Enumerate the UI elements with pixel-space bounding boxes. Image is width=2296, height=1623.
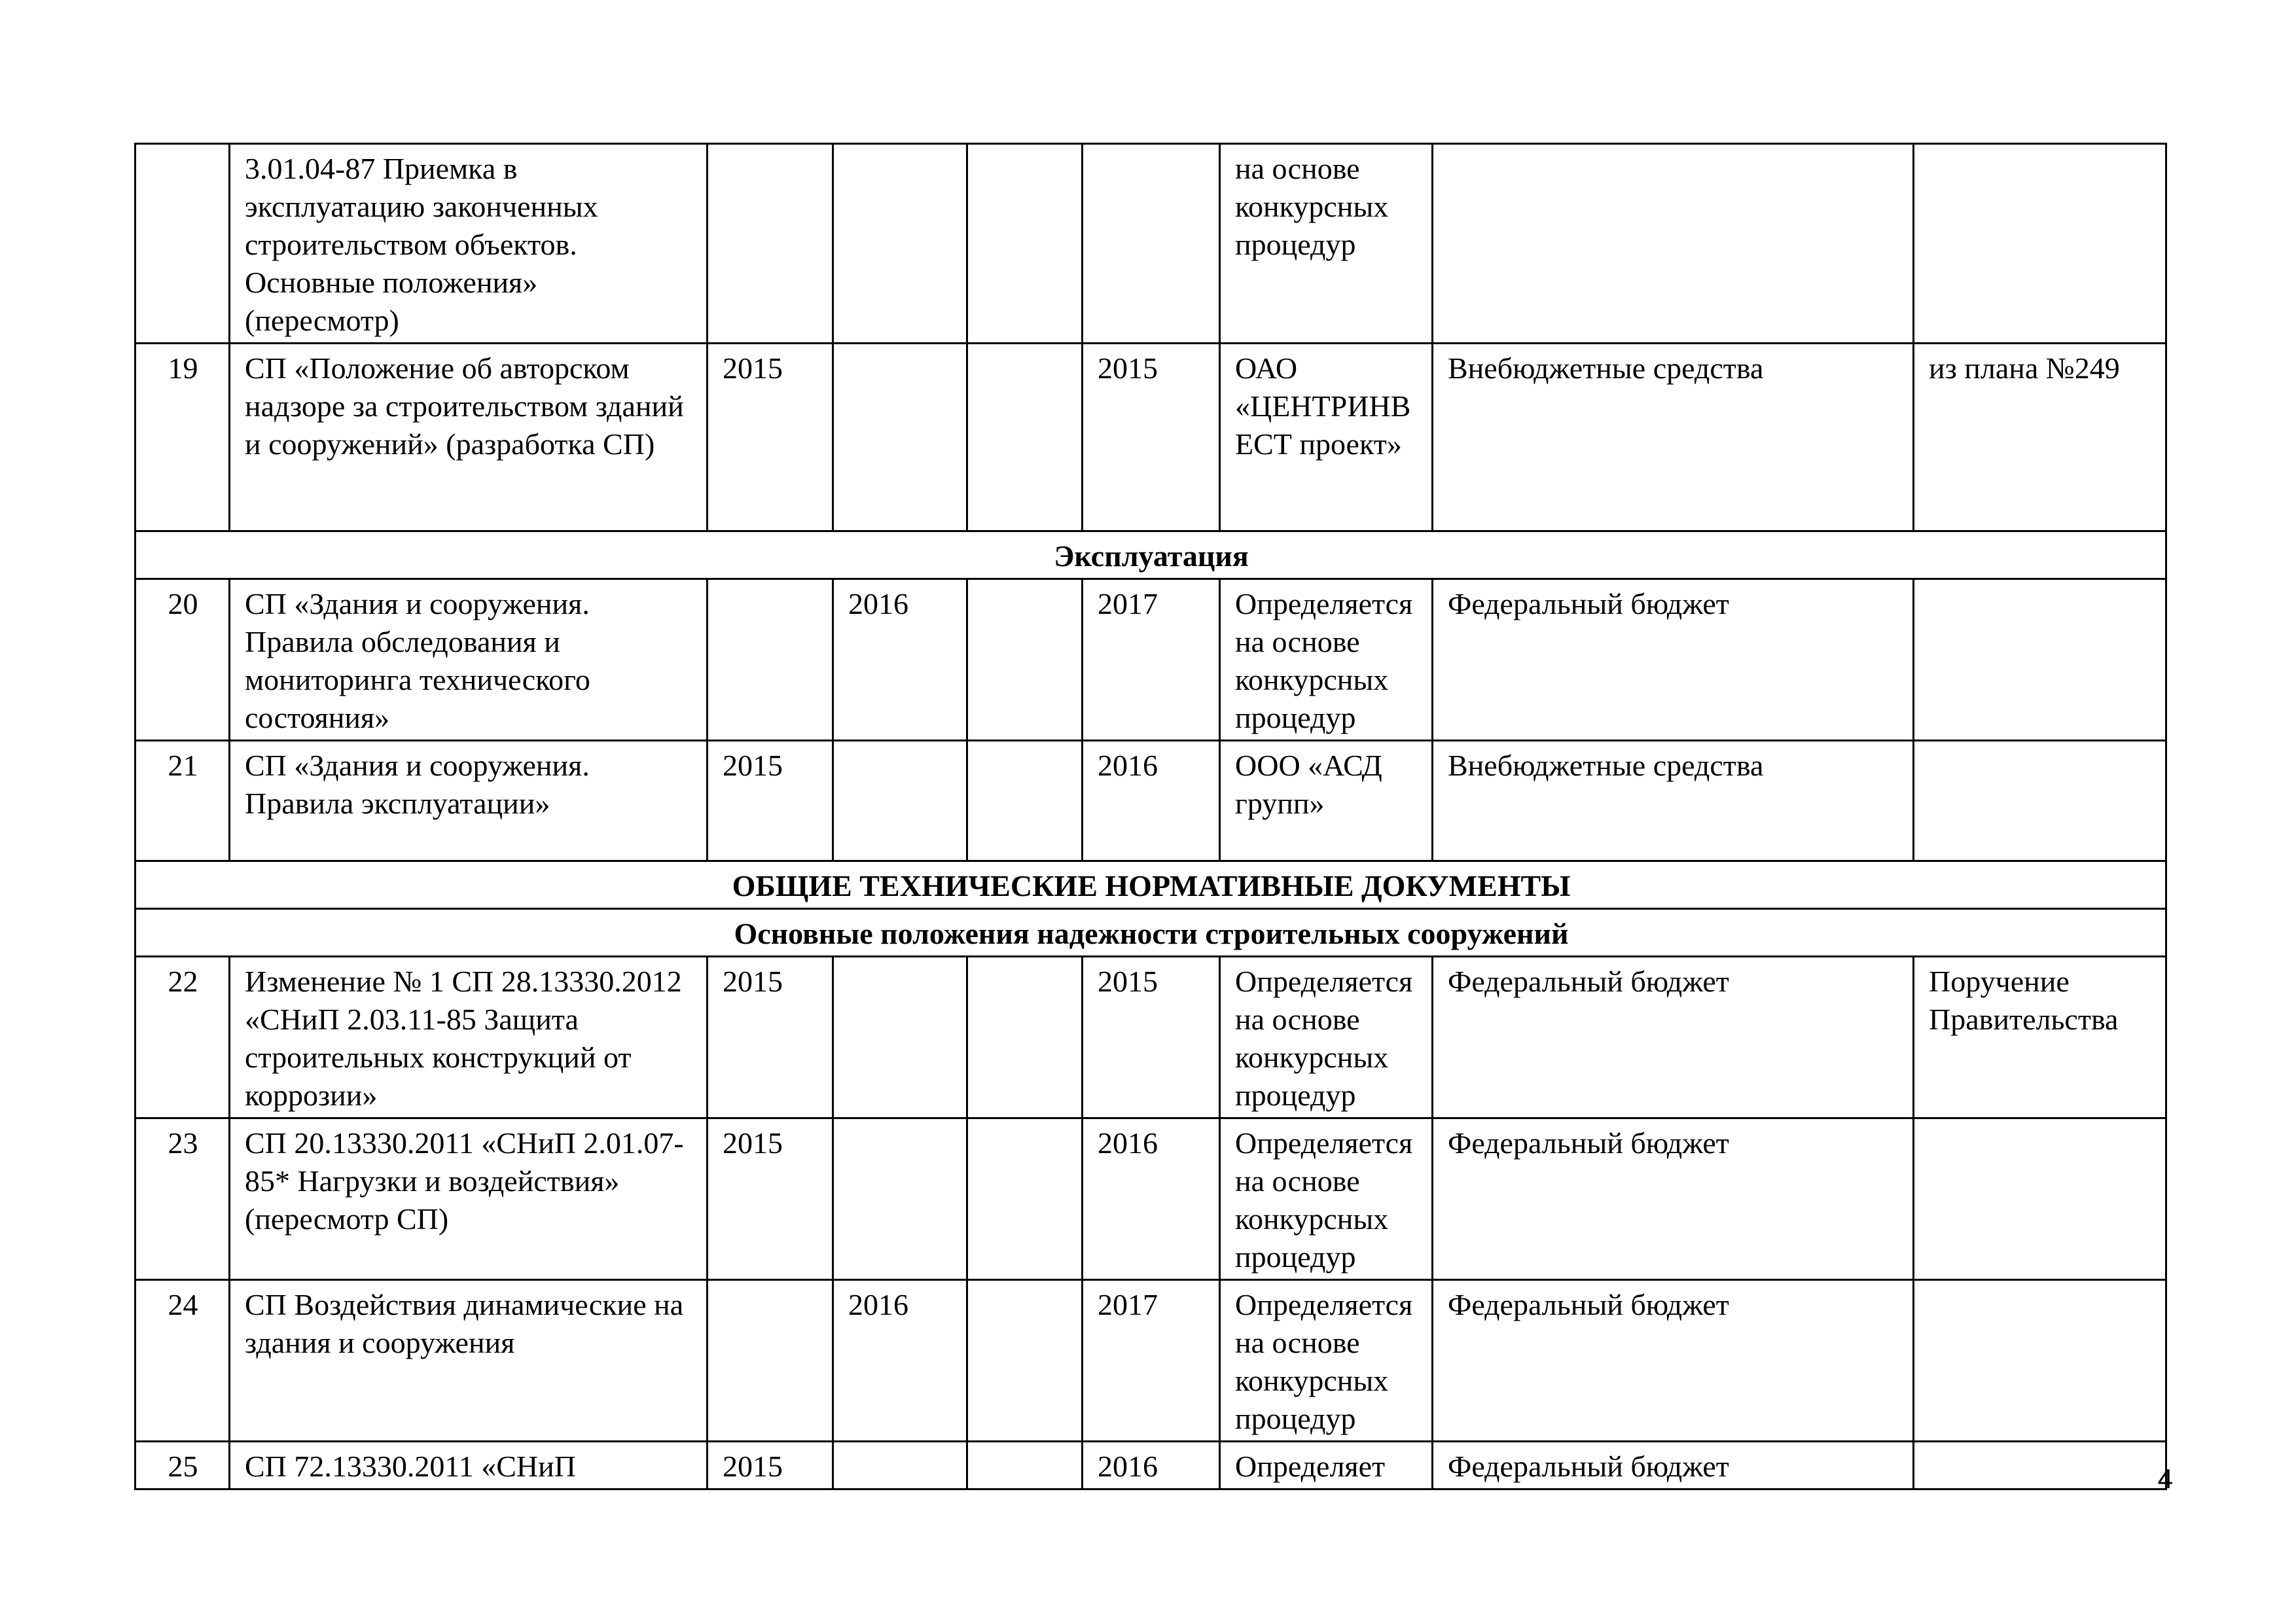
document-title-cell: СП 72.13330.2011 «СНиП bbox=[230, 1442, 708, 1489]
year-cell bbox=[967, 1118, 1083, 1280]
table-row bbox=[135, 957, 2166, 1118]
row-number-cell: 20 bbox=[135, 579, 230, 741]
year-end-cell: 2017 bbox=[1083, 1280, 1220, 1442]
year-end-cell: 2016 bbox=[1083, 741, 1220, 861]
subsection-heading: Основные положения надежности строительных сооружений bbox=[135, 909, 2166, 957]
developer-cell: Определяется на основе конкурсных процедур bbox=[1220, 1118, 1433, 1280]
note-cell bbox=[1914, 579, 2166, 741]
document-title-cell: СП «Здания и сооружения. Правила эксплуатации» bbox=[230, 741, 708, 861]
year-cell bbox=[833, 1442, 967, 1489]
note-cell bbox=[1914, 1442, 2166, 1489]
year-cell bbox=[967, 344, 1083, 531]
section-row bbox=[135, 861, 2166, 909]
year-cell: 2015 bbox=[708, 741, 833, 861]
year-cell bbox=[833, 741, 967, 861]
row-number-cell: 23 bbox=[135, 1118, 230, 1280]
table-row bbox=[135, 344, 2166, 531]
standards-plan-table bbox=[134, 143, 2167, 1490]
section-heading: Эксплуатация bbox=[135, 531, 2166, 579]
funding-cell: Внебюджетные средства bbox=[1433, 344, 1914, 531]
developer-cell: ОАО «ЦЕНТРИНВ ЕСТ проект» bbox=[1220, 344, 1433, 531]
table-row bbox=[135, 1280, 2166, 1442]
note-cell: из плана №249 bbox=[1914, 344, 2166, 531]
page-number: 4 bbox=[2157, 1463, 2173, 1494]
year-cell bbox=[708, 1280, 833, 1442]
table-row bbox=[135, 1442, 2166, 1489]
funding-cell: Федеральный бюджет bbox=[1433, 1118, 1914, 1280]
year-cell bbox=[967, 957, 1083, 1118]
note-cell bbox=[1914, 741, 2166, 861]
year-end-cell: 2017 bbox=[1083, 579, 1220, 741]
year-cell bbox=[833, 144, 967, 344]
year-cell bbox=[967, 579, 1083, 741]
document-title-cell: Изменение № 1 СП 28.13330.2012 «СНиП 2.03.11-85 Защита строительных конструкций от коррозии» bbox=[230, 957, 708, 1118]
document-title-cell: СП «Положение об авторском надзоре за строительством зданий и сооружений» (разработка СП) bbox=[230, 344, 708, 531]
table-row bbox=[135, 741, 2166, 861]
developer-cell: Определяется на основе конкурсных процедур bbox=[1220, 579, 1433, 741]
year-end-cell: 2015 bbox=[1083, 957, 1220, 1118]
year-end-cell: 2016 bbox=[1083, 1118, 1220, 1280]
year-cell bbox=[833, 957, 967, 1118]
funding-cell bbox=[1433, 144, 1914, 344]
year-cell bbox=[967, 741, 1083, 861]
note-cell bbox=[1914, 1280, 2166, 1442]
table-row bbox=[135, 144, 2166, 344]
note-cell bbox=[1914, 144, 2166, 344]
developer-cell: на основе конкурсных процедур bbox=[1220, 144, 1433, 344]
year-cell: 2015 bbox=[708, 957, 833, 1118]
funding-cell: Федеральный бюджет bbox=[1433, 1442, 1914, 1489]
row-number-cell: 22 bbox=[135, 957, 230, 1118]
year-cell bbox=[967, 1280, 1083, 1442]
funding-cell: Федеральный бюджет bbox=[1433, 579, 1914, 741]
year-cell: 2016 bbox=[833, 1280, 967, 1442]
document-title-cell: СП «Здания и сооружения. Правила обследования и мониторинга технического состояния» bbox=[230, 579, 708, 741]
year-cell bbox=[708, 579, 833, 741]
year-cell bbox=[833, 1118, 967, 1280]
developer-cell: Определяется на основе конкурсных процедур bbox=[1220, 957, 1433, 1118]
funding-cell: Внебюджетные средства bbox=[1433, 741, 1914, 861]
developer-cell: Определяет bbox=[1220, 1442, 1433, 1489]
document-title-cell: СП Воздействия динамические на здания и сооружения bbox=[230, 1280, 708, 1442]
row-number-cell: 25 bbox=[135, 1442, 230, 1489]
year-cell bbox=[967, 1442, 1083, 1489]
table-row bbox=[135, 579, 2166, 741]
developer-cell: Определяется на основе конкурсных процедур bbox=[1220, 1280, 1433, 1442]
row-number-cell: 19 bbox=[135, 344, 230, 531]
funding-cell: Федеральный бюджет bbox=[1433, 957, 1914, 1118]
year-cell bbox=[833, 344, 967, 531]
document-title-cell: 3.01.04-87 Приемка в эксплуатацию законченных строительством объектов. Основные положения» (пересмотр) bbox=[230, 144, 708, 344]
year-end-cell: 2015 bbox=[1083, 344, 1220, 531]
section-heading: ОБЩИЕ ТЕХНИЧЕСКИЕ НОРМАТИВНЫЕ ДОКУМЕНТЫ bbox=[135, 861, 2166, 909]
note-cell bbox=[1914, 1118, 2166, 1280]
funding-cell: Федеральный бюджет bbox=[1433, 1280, 1914, 1442]
note-cell: Поручение Правительства bbox=[1914, 957, 2166, 1118]
year-cell: 2016 bbox=[833, 579, 967, 741]
year-cell bbox=[708, 144, 833, 344]
row-number-cell bbox=[135, 144, 230, 344]
subsection-row bbox=[135, 909, 2166, 957]
year-cell: 2015 bbox=[708, 344, 833, 531]
year-cell bbox=[967, 144, 1083, 344]
year-cell: 2015 bbox=[708, 1442, 833, 1489]
section-row bbox=[135, 531, 2166, 579]
year-end-cell bbox=[1083, 144, 1220, 344]
table-row bbox=[135, 1118, 2166, 1280]
year-cell: 2015 bbox=[708, 1118, 833, 1280]
year-end-cell: 2016 bbox=[1083, 1442, 1220, 1489]
developer-cell: ООО «АСД групп» bbox=[1220, 741, 1433, 861]
document-title-cell: СП 20.13330.2011 «СНиП 2.01.07-85* Нагрузки и воздействия» (пересмотр СП) bbox=[230, 1118, 708, 1280]
row-number-cell: 24 bbox=[135, 1280, 230, 1442]
row-number-cell: 21 bbox=[135, 741, 230, 861]
